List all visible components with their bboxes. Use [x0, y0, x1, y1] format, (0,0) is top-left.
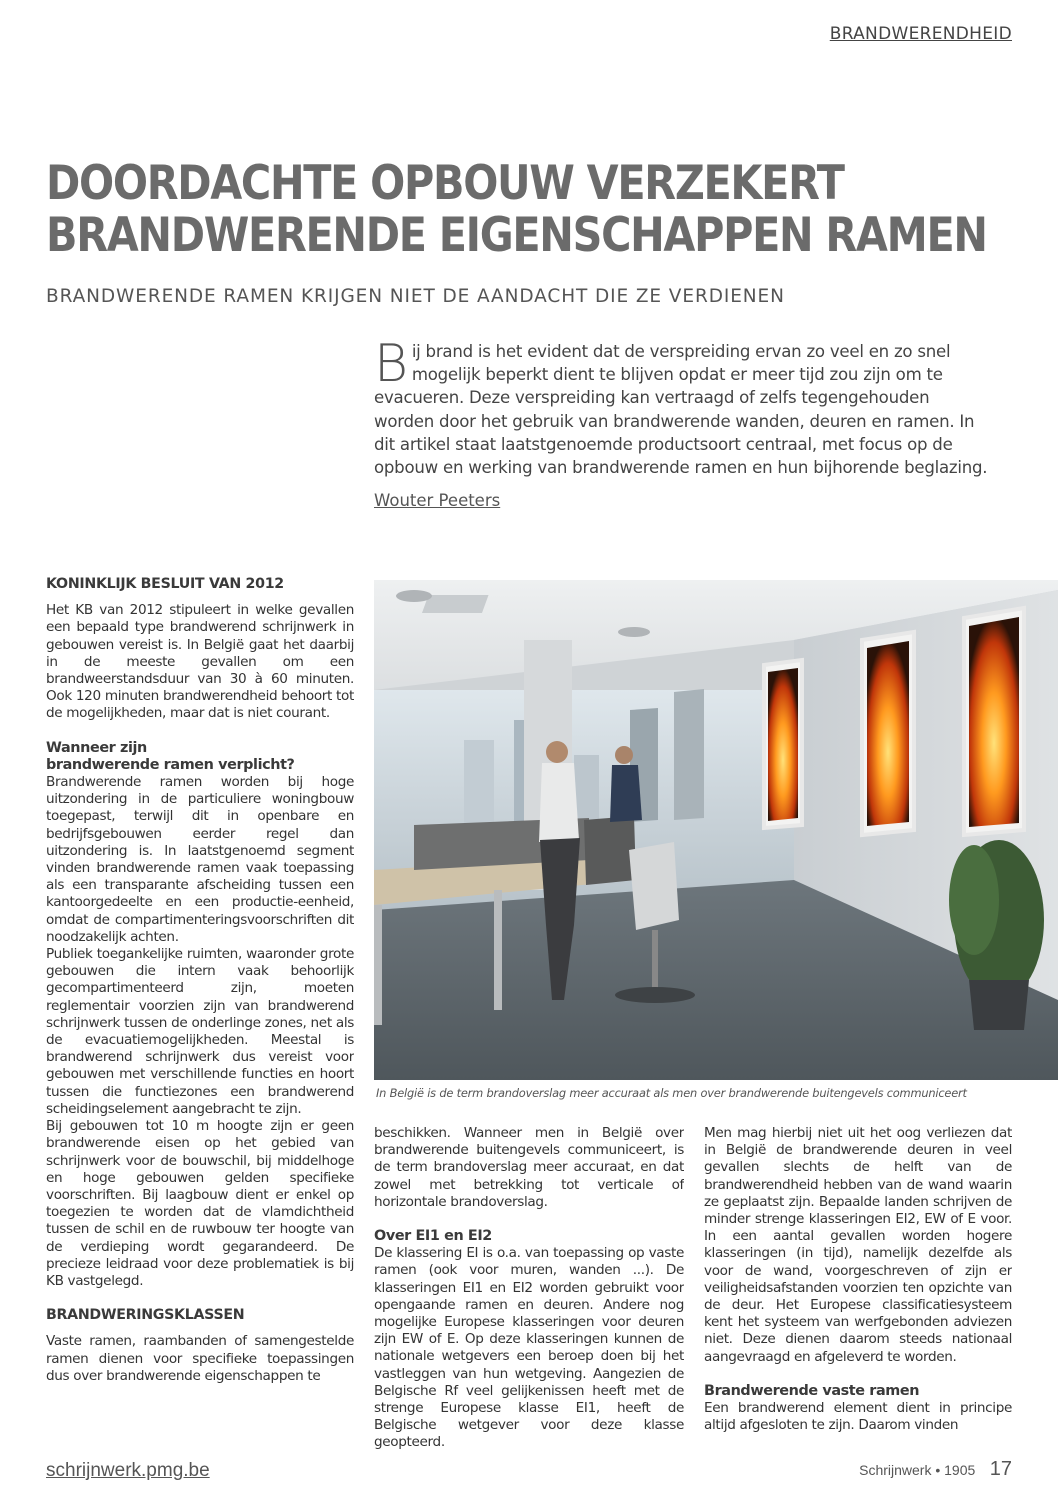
column-3: [704, 1125, 1012, 1455]
paragraph: De klassering EI is o.a. van toepassing op vaste ramen (ook voor muren, wanden ...). De klasseringen EI1 en EI2 worden gebruikt voor opengaande ramen en deuren. Andere nog mogelijke Europese klasseringen voor deuren zijn EW of E. Op deze klasseringen kunnen de nationale wetgevers een beroep doen bij het vastleggen van hun wetgeving. Aangezien de Belgische Rf veel gelijkenissen heeft met de strenge Europese klasse EI1, heeft de Belgische wetgever voor deze klasse geopteerd.: [374, 1245, 684, 1451]
paragraph: Brandwerende ramen worden bij hoge uitzondering in de particuliere woningbouw toegepast, terwijl dit in openbare en bedrijfsgebouwen eerder regel dan uitzondering is. In laatstgenoemd segment vinden brandwerende ramen vaak toepassing als een transparante afscheiding tussen een kantoorgedeelte en een productie-eenheid, omdat de compartimenteringsvoorschriften dit noodzakelijk achten.: [46, 774, 354, 945]
footer-page-info: [859, 1458, 1012, 1481]
drop-cap: B: [374, 334, 408, 394]
title-line-1: DOORDACHTE OPBOUW VERZEKERT: [46, 156, 844, 211]
subheading-line-1: Wanneer zijn: [46, 739, 147, 756]
office-fire-photo: [374, 580, 1058, 1080]
title-line-2: BRANDWERENDE EIGENSCHAPPEN RAMEN: [46, 208, 987, 263]
subheading-wanneer: [46, 740, 354, 774]
paragraph: beschikken. Wanneer men in België over brandwerende buitengevels communiceert, is de term brandoverslag meer accuraat, en dat zowel met betrekking tot verticale of horizontale brandoverslag.: [374, 1125, 684, 1210]
subheading-line-2: brandwerende ramen verplicht?: [46, 756, 295, 773]
paragraph: Publiek toegankelijke ruimten, waaronder grote gebouwen die intern vaak behoorlijk gecompartimenteerd zijn, moeten reglementair voorzien zijn van brandwerend schrijnwerk tussen de onderlinge zones, net als de evacuatiemogelijkheden. Meestal is brandwerend schrijnwerk dus vereist voor gebouwen met verschillende functies en hoort tussen die functiezones een brandwerend scheidingselement aangebracht te zijn.: [46, 946, 354, 1117]
paragraph: Een brandwerend element dient in principe altijd afgesloten te zijn. Daarom vinden: [704, 1400, 1012, 1434]
footer-website-link[interactable]: schrijnwerk.pmg.be: [46, 1460, 210, 1481]
page-number: 17: [989, 1458, 1012, 1480]
intro-paragraph: [374, 334, 992, 479]
subheading-brandwerende-vaste-ramen: Brandwerende vaste ramen: [704, 1382, 920, 1399]
paragraph: Het KB van 2012 stipuleert in welke gevallen een bepaald type brandwerend schrijnwerk in gebouwen vereist is. In België gaat het daarbij in de meeste gevallen om een brandweerstandsduur van 30 à 60 minuten. Ook 120 minuten brandwerendheid behoort tot de mogelijkheden, maar dat is niet courant.: [46, 602, 354, 722]
column-2: [374, 1125, 684, 1455]
heading-koninklijk-besluit: KONINKLIJK BESLUIT VAN 2012: [46, 576, 284, 592]
article-subtitle: BRANDWERENDE RAMEN KRIJGEN NIET DE AANDACHT DIE ZE VERDIENEN: [46, 286, 785, 307]
subheading-over-ei1-ei2: Over EI1 en EI2: [374, 1228, 492, 1245]
footer-magazine: Schrijnwerk • 1905: [859, 1462, 976, 1478]
heading-brandweringsklassen: BRANDWERINGSKLASSEN: [46, 1307, 245, 1324]
intro-text: ij brand is het evident dat de verspreiding ervan zo veel en zo snel mogelijk beperkt dient te blijven opdat er meer tijd zou zijn om te evacueren. Deze verspreiding kan vertraagd of zelfs tegengehouden worden door het gebruik van brandwerende wanden, deuren en ramen. In dit artikel staat laatstgenoemde productsoort centraal, met focus op de opbouw en werking van brandwerende ramen en hun bijhorende beglazing.: [374, 342, 988, 478]
photo-caption: In België is de term brandoverslag meer accuraat als men over brandwerende buitengevels communiceert: [376, 1086, 967, 1100]
paragraph: Bij gebouwen tot 10 m hoogte zijn er geen brandwerende eisen op het gebied van schrijnwerk voor de bouwschil, bij middelhoge en hoge gebouwen gelden specifieke voorschriften. Bij laagbouw dient er enkel op toegezien te worden dat de vlamdichtheid tussen de schil en de ruwbouw ter hoogte van de verdieping wordt gegarandeerd. De precieze leidraad voor deze problematiek is bij KB vastgelegd.: [46, 1118, 354, 1289]
section-tag: BRANDWERENDHEID: [829, 24, 1012, 44]
paragraph: Men mag hierbij niet uit het oog verliezen dat in België de brandwerende deuren in veel gevallen slechts de helft van de brandwerendheid hebben van de wand waarin ze geplaatst zijn. Bepaalde landen schrijven de minder strenge klasseringen EI2, EW of E voor. In een aantal gevallen worden hogere klasseringen (in tijd), namelijk dezelfde als voor de wand, voorgeschreven of zijn er veiligheidsafstanden voorzien ten opzichte van de deur. Het Europese classificatiesysteem kent het systeem van werfgebonden adviezen niet. Deze dienen daarom steeds nationaal aangevraagd en afgeleverd te worden.: [704, 1125, 1012, 1365]
paragraph: Vaste ramen, raambanden of samengestelde ramen dienen voor specifieke toepassingen dus over brandwerende eigenschappen te: [46, 1333, 354, 1384]
article-title: [46, 156, 987, 263]
author-link[interactable]: Wouter Peeters: [374, 491, 501, 510]
office-fire-illustration: [374, 580, 1058, 1080]
column-1: [46, 576, 354, 1456]
